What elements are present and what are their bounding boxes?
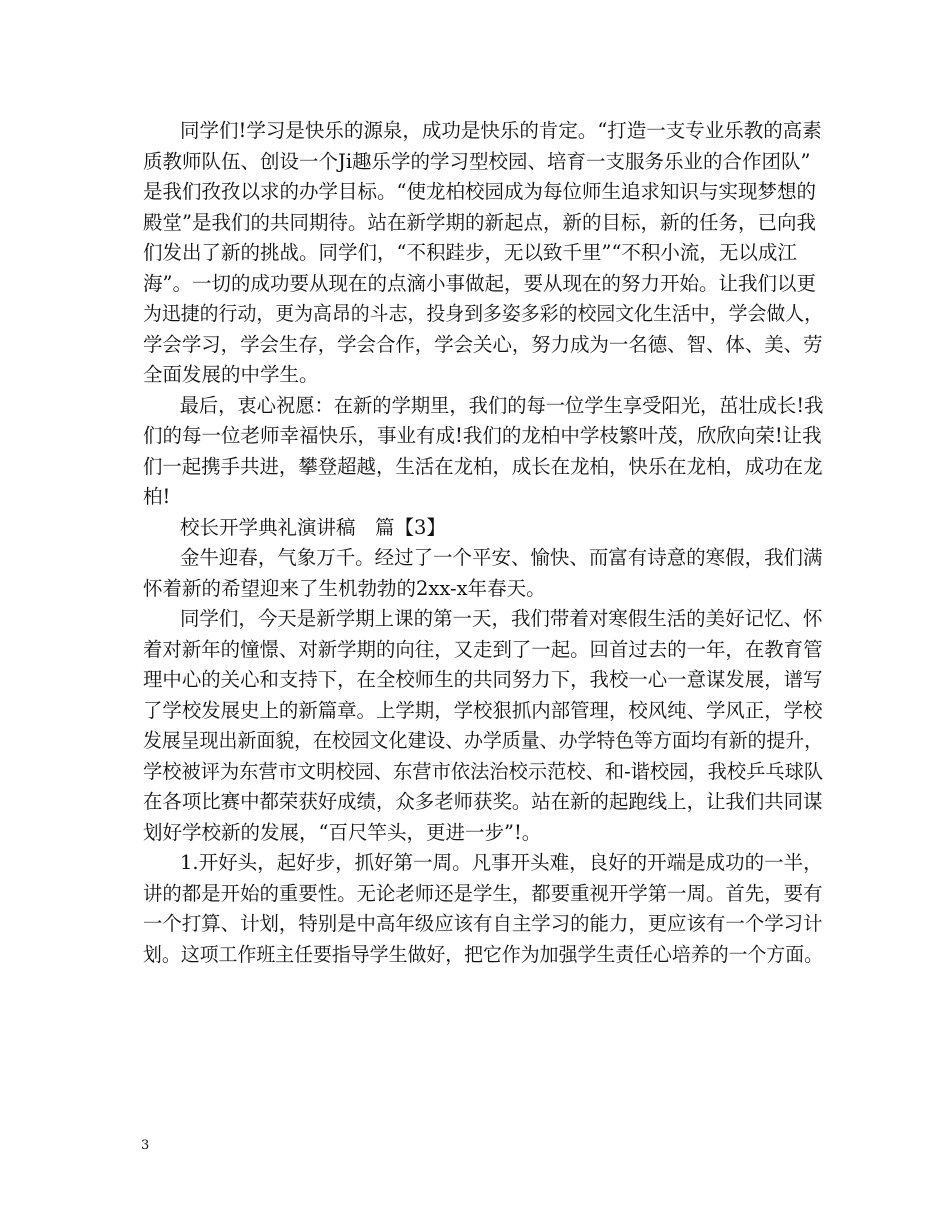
text-line: 发展呈现出新面貌，在校园文化建设、办学质量、办学特色等方面均有新的提升， [143,729,824,752]
text-line: 最后，衷心祝愿：在新的学期里，我们的每一位学生享受阳光，茁壮成长!我 [179,393,824,417]
text-line: 们发出了新的挑战。同学们，“不积跬步，无以致千里”“不积小流，无以成江 [143,241,797,264]
text-line: 着对新年的憧憬、对新学期的向往，又走到了一起。回首过去的一年，在教育管 [143,637,823,661]
text-line: 校长开学典礼演讲稿 篇【3】 [180,515,446,539]
text-line: 划好学校新的发展，“百尺竿头，更进一步”!。 [143,820,542,844]
text-line: 理中心的关心和支持下，在全校师生的共同努力下，我校一心一意谋发展，谱写 [143,668,823,691]
page-number: 3 [141,1138,150,1153]
text-line: 划。这项工作班主任要指导学生做好，把它作为加强学生责任心培养的一个方面。 [143,942,824,966]
text-line: 海”。一切的成功要从现在的点滴小事做起，要从现在的努力开始。让我们以更 [143,271,816,295]
text-line: 一个打算、计划，特别是中高年级应该有自主学习的能力，更应该有一个学习计 [143,912,823,935]
text-line: 同学们，今天是新学期上课的第一天，我们带着对寒假生活的美好记忆、怀 [179,607,823,630]
text-line: 们的每一位老师幸福快乐，事业有成!我们的龙柏中学枝繁叶茂，欣欣向荣!让我 [143,424,822,447]
text-line: 了学校发展史上的新篇章。上学期，学校狠抓内部管理，校风纯、学风正，学校 [143,698,823,722]
text-line: 全面发展的中学生。 [143,363,319,386]
text-line: 讲的都是开始的重要性。无论老师还是学生，都要重视开学第一周。首先，要有 [143,881,823,905]
document-body [143,116,823,970]
text-line: 殿堂”是我们的共同期待。站在新学期的新起点，新的目标，新的任务，已向我 [143,210,816,234]
text-line: 1.开好头，起好步，抓好第一周。凡事开头难，良好的开端是成功的一半， [180,851,823,874]
text-line: 柏! [143,485,171,508]
text-line: 在各项比赛中都荣获好成绩，众多老师获奖。站在新的起跑线上，让我们共同谋 [143,790,823,813]
text-line: 是我们孜孜以求的办学目标。“使龙柏校园成为每位师生追求知识与实现梦想的 [143,180,816,203]
text-line: 学会学习，学会生存，学会合作，学会关心，努力成为一名德、智、体、美、劳 [143,332,823,356]
text-line: 为迅捷的行动，更为高昂的斗志，投身到多姿多彩的校园文化生活中，学会做人， [143,302,824,325]
text-line: 学校被评为东营市文明校园、东营市依法治校示范校、和-谐校园，我校乒乓球队 [143,759,824,783]
text-line: 们一起携手共进，攀登超越，生活在龙柏，成长在龙柏，快乐在龙柏，成功在龙 [143,454,823,478]
text-line: 质教师队伍、创设一个Ji趣乐学的学习型校园、培育一支服务乐业的合作团队” [143,149,811,173]
text-line: 怀着新的希望迎来了生机勃勃的2xx-x年春天。 [143,576,546,600]
text-line: 金牛迎春，气象万千。经过了一个平安、愉快、而富有诗意的寒假，我们满 [179,546,823,569]
text-line: 同学们!学习是快乐的源泉，成功是快乐的肯定。“打造一支专业乐教的高素 [180,119,822,142]
